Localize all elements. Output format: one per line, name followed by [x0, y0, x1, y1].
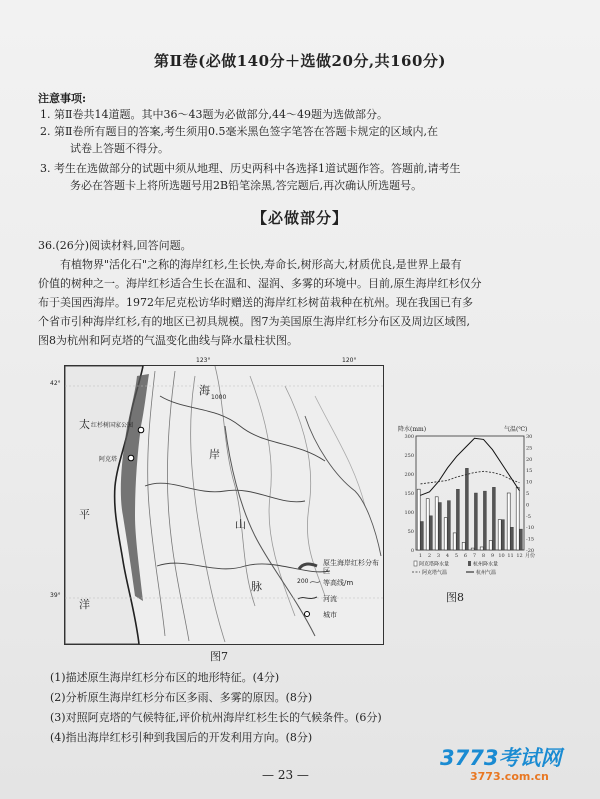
bar-akta-precip	[507, 493, 510, 550]
note-item	[40, 160, 544, 177]
bar-akta-precip	[435, 497, 438, 550]
note-number: 3.	[40, 162, 51, 175]
note-text: 第Ⅱ卷所有题目的答案,考生须用0.5毫米黑色签字笔答在答题卡规定的区域内,在	[54, 125, 438, 138]
watermark-url: 3773.com.cn	[470, 770, 549, 783]
legend-label: 河流	[323, 595, 337, 603]
left-axis-title: 降水(mm)	[398, 426, 427, 433]
contour-line-icon	[309, 578, 321, 586]
month-tick-label: 12	[516, 553, 523, 559]
contour-line	[167, 371, 189, 641]
question-stem: 36.(26分)阅读材料,回答问题。	[38, 239, 192, 252]
sub-question: (2)分析原生海岸红杉分布区多雨、多雾的原因。(8分)	[50, 691, 313, 704]
paper-title: 第Ⅱ卷(必做140分＋选做20分,共160分)	[153, 52, 447, 70]
notes-heading: 注意事项:	[38, 92, 87, 105]
right-tick-label: -20	[526, 548, 535, 554]
bar-hangzhou-precip	[465, 468, 468, 550]
legend-swatch-akta-precip	[414, 561, 417, 566]
left-tick-label: 200	[404, 472, 414, 478]
river-line	[305, 416, 381, 556]
month-tick-label: 5	[454, 553, 459, 559]
legend-item	[297, 575, 381, 591]
question-paragraph: 有植物界"活化石"之称的海岸红杉,生长快,寿命长,树形高大,材质优良,是世界上最有	[60, 258, 462, 271]
ocean-label: 洋	[79, 598, 90, 611]
legend-label: 城市	[323, 611, 337, 619]
latitude-label: 39°	[50, 592, 61, 599]
right-tick-label: 5	[526, 491, 530, 497]
bar-hangzhou-precip	[483, 491, 486, 550]
month-tick-label: 7	[472, 553, 477, 559]
question-paragraph: 价值的树种之一。海岸红杉适合生长在温和、湿润、多雾的环境中。目前,原生海岸红杉仅分	[38, 277, 482, 290]
question-paragraph: 个省市引种海岸红杉,有的地区已初具规模。图7为美国原生海岸红杉分布区及周边区域图,	[38, 315, 470, 328]
bar-hangzhou-precip	[501, 520, 504, 550]
month-tick-label: 11	[507, 553, 514, 559]
legend-item	[297, 559, 381, 575]
city-dot-icon	[297, 610, 319, 618]
right-axis-title: 气温(℃)	[504, 426, 528, 433]
bar-hangzhou-precip	[519, 529, 522, 550]
left-tick-label: 150	[404, 491, 414, 497]
left-tick-label: 300	[404, 434, 414, 440]
legend-label: 阿克塔降水量	[419, 561, 450, 568]
contour-line	[315, 396, 365, 506]
contour-value: 1000	[211, 394, 227, 401]
question-paragraph: 布于美国西海岸。1972年尼克松访华时赠送的海岸红杉树苗栽种在杭州。现在我国已有多	[38, 296, 473, 309]
figure7-caption: 图7	[210, 650, 228, 663]
question-paragraph: 图8为杭州和阿克塔的气温变化曲线与降水量柱状图。	[38, 334, 298, 347]
legend-label: 杭州气温	[476, 570, 497, 576]
bar-hangzhou-precip	[420, 522, 423, 551]
redwood-area-icon	[297, 561, 319, 571]
mountain-label: 山	[235, 518, 246, 531]
sub-question: (1)描述原生海岸红杉分布区的地形特征。(4分)	[50, 671, 280, 684]
sub-question: (3)对照阿克塔的气候特征,评价杭州海岸红杉生长的气候条件。(6分)	[50, 711, 382, 724]
right-tick-label: 25	[526, 445, 533, 452]
sub-question: (4)指出海岸红杉引种到我国后的开发利用方向。(8分)	[50, 731, 313, 744]
right-tick-label: 30	[526, 434, 533, 440]
note-item	[70, 140, 560, 157]
note-item	[70, 177, 560, 194]
line-hangzhou-temp	[421, 438, 520, 495]
line-akta-temp	[421, 471, 520, 484]
longitude-label: 123°	[196, 357, 211, 364]
note-number: 2.	[40, 125, 51, 138]
note-text: 考生在选做部分的试题中须从地理、历史两科中各选择1道试题作答。答题前,请考生	[54, 162, 461, 175]
river-line	[145, 483, 305, 502]
map-legend	[297, 559, 381, 623]
right-tick-label: -15	[526, 536, 535, 543]
contour-line	[191, 376, 225, 642]
month-tick-label: 2	[427, 553, 432, 559]
month-tick-label: 6	[463, 553, 468, 559]
month-unit-label: 月份	[525, 553, 536, 559]
mountain-label: 岸	[209, 448, 220, 461]
legend-item	[297, 591, 381, 607]
bar-akta-precip	[471, 548, 474, 550]
month-tick-label: 4	[445, 553, 450, 559]
legend-value: 200	[297, 578, 309, 585]
note-text: 务必在答题卡上将所选题号用2B铅笔涂黑,答完题后,再次确认所选题号。	[70, 179, 423, 192]
note-number: 1.	[40, 108, 51, 121]
bar-hangzhou-precip	[492, 487, 495, 550]
right-tick-label: 15	[526, 468, 533, 475]
legend-swatch-hangzhou-precip	[468, 561, 471, 566]
bar-akta-precip	[462, 542, 465, 550]
city-dot	[128, 455, 134, 461]
month-tick-label: 3	[436, 553, 441, 559]
river-line	[160, 396, 325, 461]
legend-label: 原生海岸红杉分布区	[323, 559, 379, 575]
ocean-label: 太	[79, 418, 90, 431]
bar-hangzhou-precip	[447, 501, 450, 550]
bar-akta-precip	[417, 489, 420, 550]
left-tick-label: 250	[404, 453, 414, 459]
bar-hangzhou-precip	[429, 516, 432, 550]
note-text: 第Ⅱ卷共14道题。其中36～43题为必做部分,44～49题为选做部分。	[54, 108, 388, 121]
legend-label: 阿克塔气温	[422, 570, 448, 576]
contour-line	[215, 366, 255, 606]
bar-hangzhou-precip	[438, 503, 441, 551]
bar-akta-precip	[489, 541, 492, 551]
ocean-label: 平	[79, 508, 90, 521]
bar-hangzhou-precip	[474, 493, 477, 550]
legend-label: 等高线/m	[323, 579, 354, 587]
bar-akta-precip	[426, 499, 429, 550]
page-number: — 23 —	[262, 768, 309, 782]
month-tick-label: 8	[481, 553, 486, 559]
latitude-label: 42°	[50, 380, 61, 387]
mountain-label: 脉	[251, 580, 262, 593]
figure7-map	[64, 365, 384, 645]
bar-hangzhou-precip	[456, 489, 459, 550]
climate-chart	[396, 422, 546, 582]
contour-line	[148, 371, 165, 636]
city-label: 阿克塔	[99, 456, 118, 463]
month-tick-label: 9	[490, 553, 495, 559]
month-tick-label: 10	[498, 553, 505, 559]
bar-akta-precip	[480, 547, 483, 550]
month-tick-label: 1	[418, 553, 423, 559]
bar-akta-precip	[498, 520, 501, 550]
longitude-label: 120°	[342, 357, 357, 364]
bar-akta-precip	[444, 518, 447, 550]
right-tick-label: -10	[526, 525, 535, 532]
left-tick-label: 50	[407, 529, 414, 535]
left-tick-label: 100	[404, 510, 414, 516]
city-dot	[138, 427, 144, 433]
bar-hangzhou-precip	[510, 527, 513, 550]
right-tick-label: 0	[526, 502, 530, 509]
river-line-icon	[297, 594, 319, 602]
city-label: 红杉树国家公园	[91, 422, 134, 429]
note-text: 试卷上答题不得分。	[70, 142, 169, 155]
note-item	[40, 106, 544, 123]
bar-akta-precip	[453, 533, 456, 550]
watermark-logo: 3773考试网	[440, 746, 562, 770]
legend-label: 杭州降水量	[473, 561, 499, 568]
right-tick-label: 20	[526, 456, 533, 463]
figure8-caption: 图8	[446, 591, 464, 604]
left-tick-label: 0	[410, 548, 414, 554]
right-tick-label: 10	[526, 479, 533, 486]
section-title: 【必做部分】	[251, 209, 348, 227]
legend-item	[297, 607, 381, 623]
bar-akta-precip	[516, 487, 519, 550]
note-item	[40, 123, 544, 140]
right-tick-label: -5	[526, 513, 531, 520]
mountain-label: 海	[199, 384, 210, 397]
